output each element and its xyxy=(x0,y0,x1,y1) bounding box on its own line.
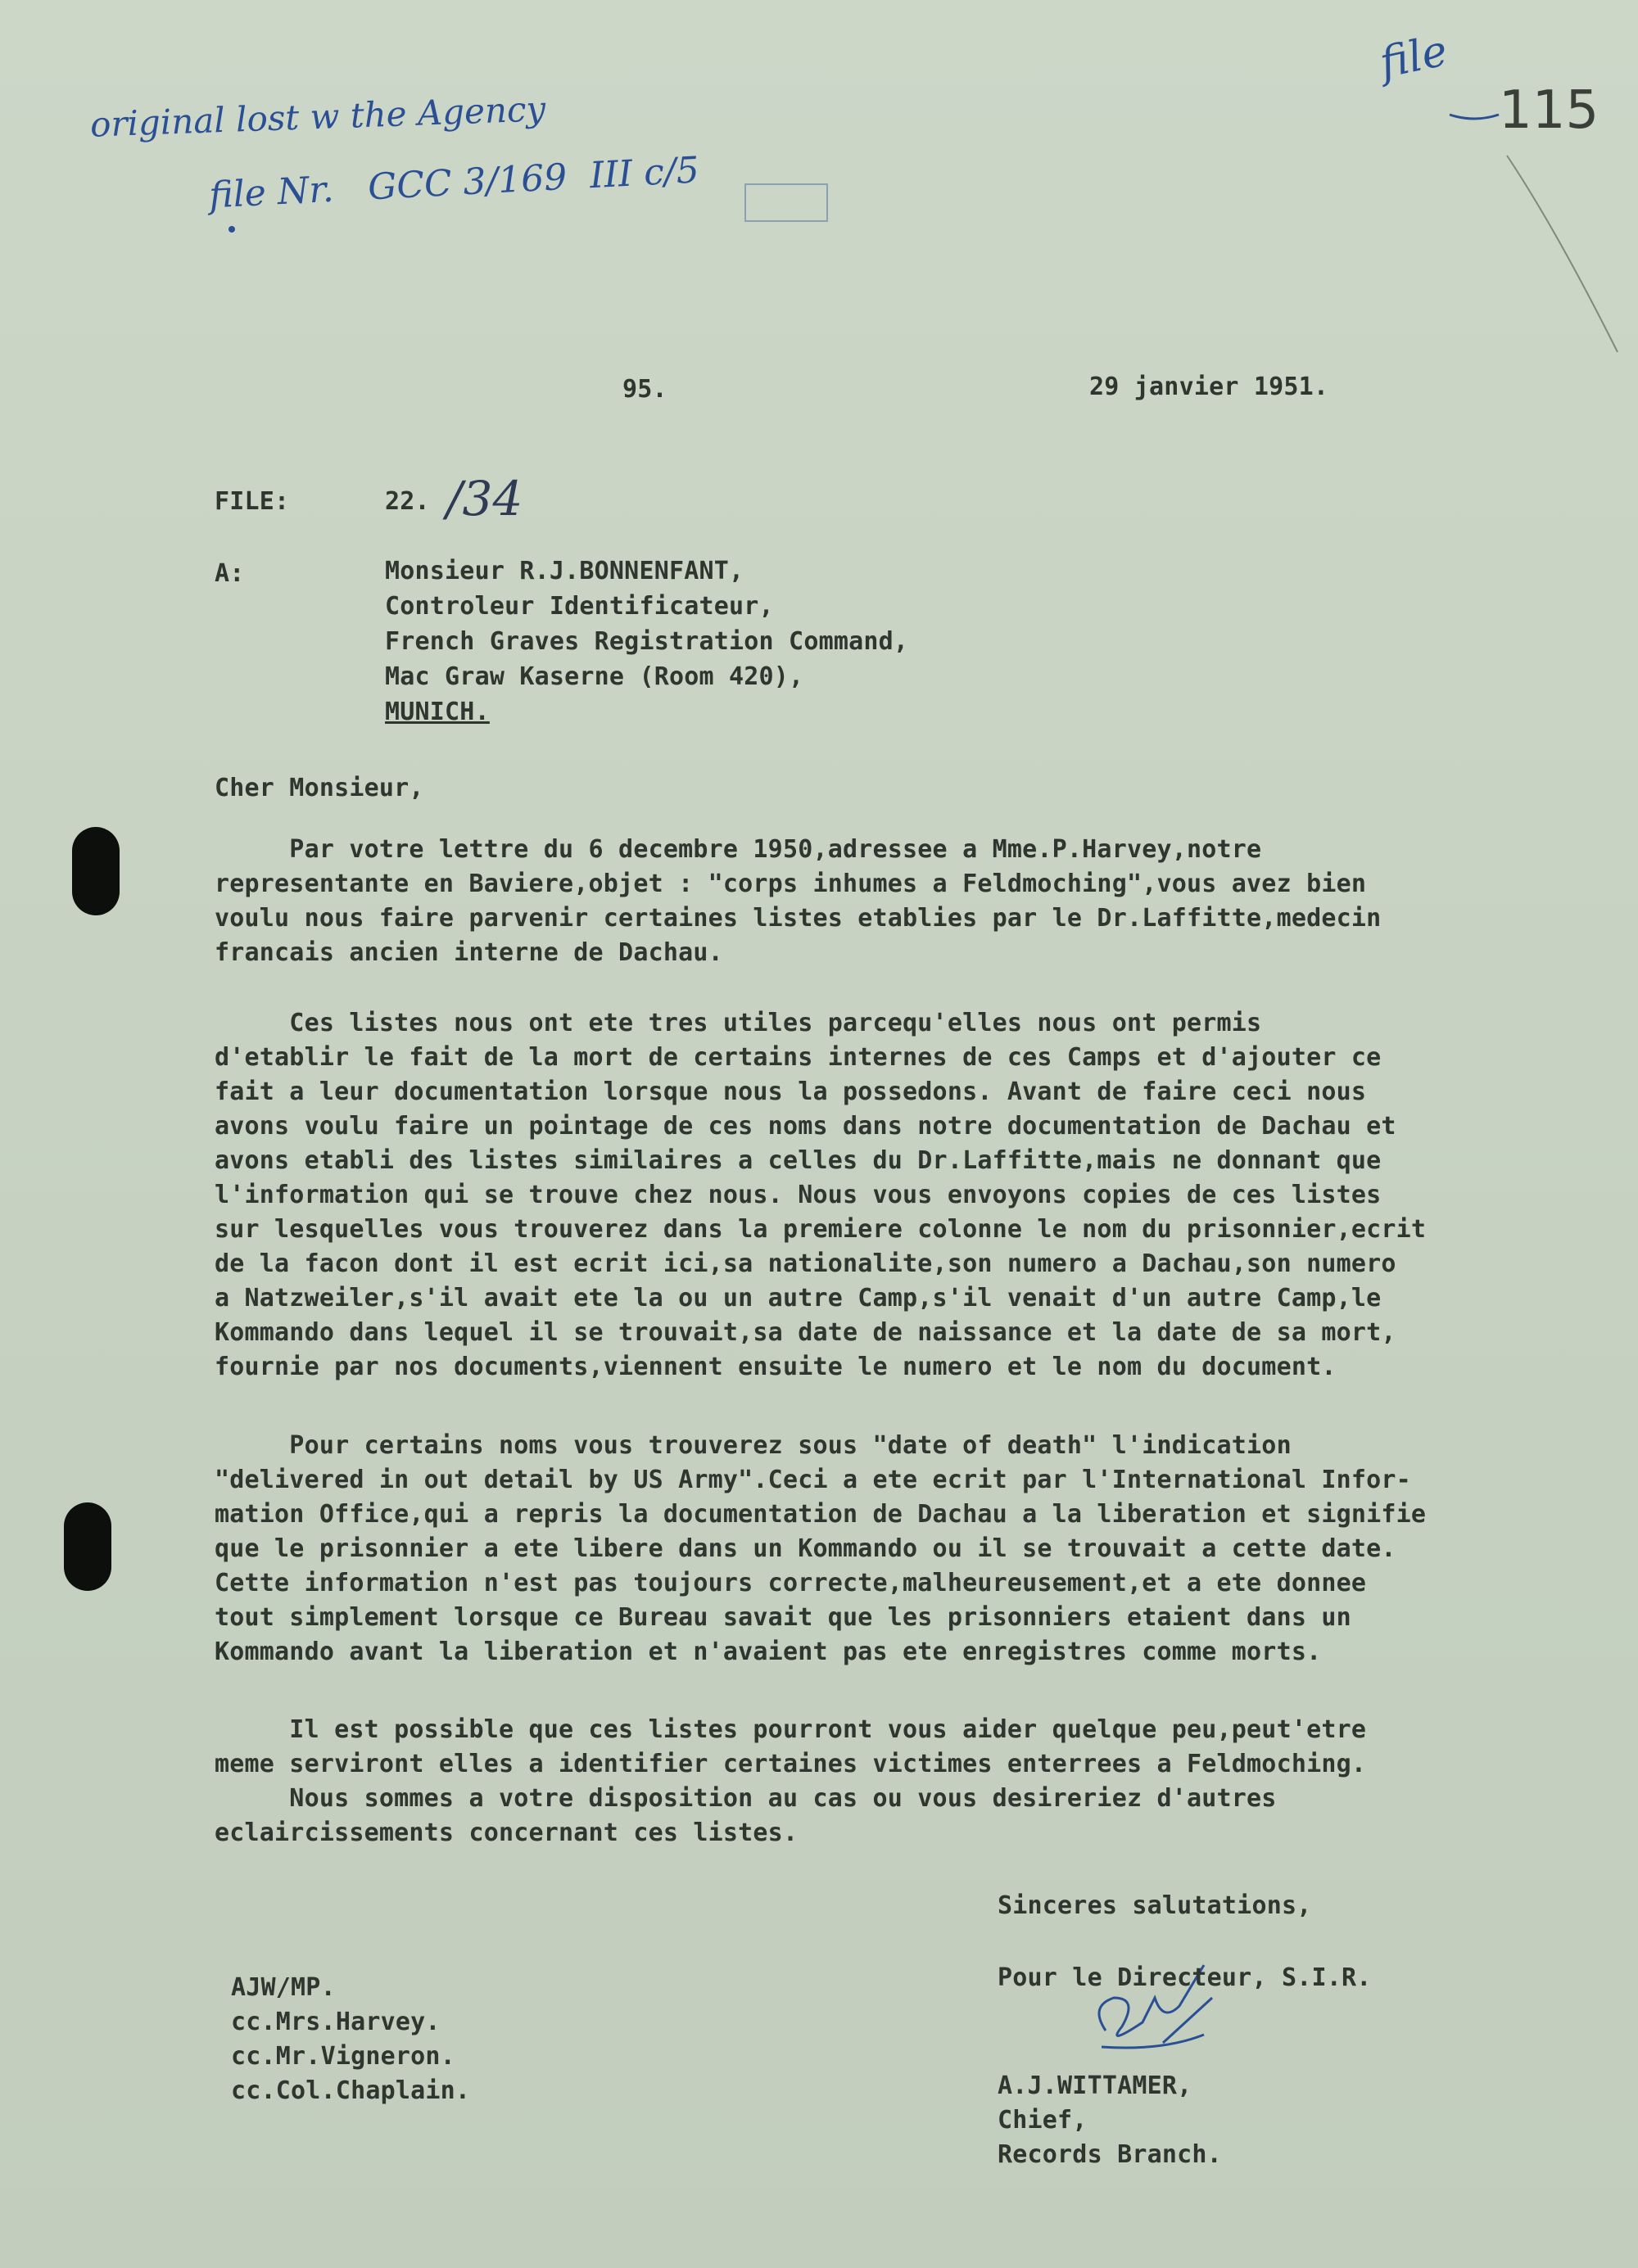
paragraph-line: francais ancien interne de Dachau. xyxy=(215,938,723,967)
paragraph-line: Ces listes nous ont ete tres utiles parcequ'elles nous ont permis xyxy=(215,1009,1262,1037)
paragraph-line: que le prisonnier a ete libere dans un Kommando ou il se trouvait a cette date. xyxy=(215,1534,1396,1563)
paragraph-line: avons etabli des listes similaires a celles du Dr.Laffitte,mais ne donnant que xyxy=(215,1146,1382,1175)
paragraph-line: tout simplement lorsque ce Bureau savait que les prisonniers etaient dans un xyxy=(215,1603,1351,1632)
file-handwritten-number: /34 xyxy=(446,471,523,526)
paragraph-line: de la facon dont il est ecrit ici,sa nationalite,son numero a Dachau,son numero xyxy=(215,1249,1396,1278)
paragraph-line: fournie par nos documents,viennent ensuite le numero et le nom du document. xyxy=(215,1353,1337,1381)
paragraph-line: avons voulu faire un pointage de ces noms dans notre documentation de Dachau et xyxy=(215,1112,1396,1141)
paragraph-line: Kommando dans lequel il se trouvait,sa date de naissance et la date de sa mort, xyxy=(215,1318,1396,1347)
handwritten-corner-file: file xyxy=(1375,26,1452,88)
paragraph-line: "delivered in out detail by US Army".Ceci a ete ecrit par l'International Infor- xyxy=(215,1466,1411,1494)
address-line: Monsieur R.J.BONNENFANT, xyxy=(385,557,744,585)
paragraph-line: Par votre lettre du 6 decembre 1950,adressee a Mme.P.Harvey,notre xyxy=(215,835,1262,864)
paragraph-line: l'information qui se trouve chez nous. Nous vous envoyons copies de ces listes xyxy=(215,1181,1382,1209)
paragraph-line: eclaircissements concernant ces listes. xyxy=(215,1818,799,1847)
ink-dot xyxy=(229,226,235,233)
paragraph-line: Il est possible que ces listes pourront vous aider quelque peu,peut'etre xyxy=(215,1715,1367,1744)
paragraph-line: Nous sommes a votre disposition au cas ou vous desireriez d'autres xyxy=(215,1784,1277,1813)
paragraph-line: Kommando avant la liberation et n'avaient pas ete enregistres comme morts. xyxy=(215,1638,1322,1666)
for-director-line: Pour le Directeur, S.I.R. xyxy=(998,1963,1372,1992)
signature-underline xyxy=(1102,2035,1204,2048)
corner-dash-mark xyxy=(1450,115,1499,119)
paragraph-line: Pour certains noms vous trouverez sous "date of death" l'indication xyxy=(215,1431,1292,1460)
paragraph-line: Cette information n'est pas toujours correcte,malheureusement,et a ete donnee xyxy=(215,1569,1367,1597)
closing-salutation: Sinceres salutations, xyxy=(998,1891,1312,1920)
signer-name: A.J.WITTAMER, xyxy=(998,2071,1192,2100)
file-label: FILE: xyxy=(215,487,290,516)
paragraph-line: a Natzweiler,s'il avait ete la ou un autre Camp,s'il venait d'un autre Camp,le xyxy=(215,1284,1382,1312)
handwritten-note-line1: original lost w the Agency xyxy=(89,88,546,145)
signer-department: Records Branch. xyxy=(998,2140,1222,2169)
reference-initials: AJW/MP. xyxy=(231,1973,336,2002)
address-line: Controleur Identificateur, xyxy=(385,592,774,621)
pencil-line-mark xyxy=(1507,156,1618,352)
paragraph-line: meme serviront elles a identifier certaines victimes enterrees a Feldmoching. xyxy=(215,1750,1367,1778)
paragraph-line: mation Office,qui a repris la documentation de Dachau a la liberation et signifie xyxy=(215,1500,1427,1529)
paragraph-line: sur lesquelles vous trouverez dans la premiere colonne le nom du prisonnier,ecrit xyxy=(215,1215,1427,1244)
signer-title: Chief, xyxy=(998,2106,1088,2135)
address-line: MUNICH. xyxy=(385,698,490,726)
box-around-roman-numeral xyxy=(745,184,827,221)
salutation: Cher Monsieur, xyxy=(215,774,424,802)
letter-date: 29 janvier 1951. xyxy=(1089,373,1329,401)
punch-hole-top xyxy=(72,827,120,915)
to-label: A: xyxy=(215,559,245,588)
handwritten-file-number: file Nr. GCC 3/169 III c/5 xyxy=(208,149,700,217)
punch-hole-bottom xyxy=(64,1502,111,1591)
cc-line: cc.Mrs.Harvey. xyxy=(231,2008,441,2036)
paragraph-line: representante en Baviere,objet : "corps inhumes a Feldmoching",vous avez bien xyxy=(215,870,1367,898)
file-value: 22. xyxy=(385,487,430,516)
paragraph-line: voulu nous faire parvenir certaines listes etablies par le Dr.Laffitte,medecin xyxy=(215,904,1382,933)
cc-line: cc.Col.Chaplain. xyxy=(231,2076,471,2105)
address-line: French Graves Registration Command, xyxy=(385,627,909,656)
address-line: Mac Graw Kaserne (Room 420), xyxy=(385,662,804,691)
reference-number: 95. xyxy=(622,375,667,404)
paragraph-line: fait a leur documentation lorsque nous la possedons. Avant de faire ceci nous xyxy=(215,1078,1367,1106)
cc-line: cc.Mr.Vigneron. xyxy=(231,2042,455,2071)
paragraph-line: d'etablir le fait de la mort de certains internes de ces Camps et d'ajouter ce xyxy=(215,1043,1382,1072)
page-number: 115 xyxy=(1499,80,1600,141)
